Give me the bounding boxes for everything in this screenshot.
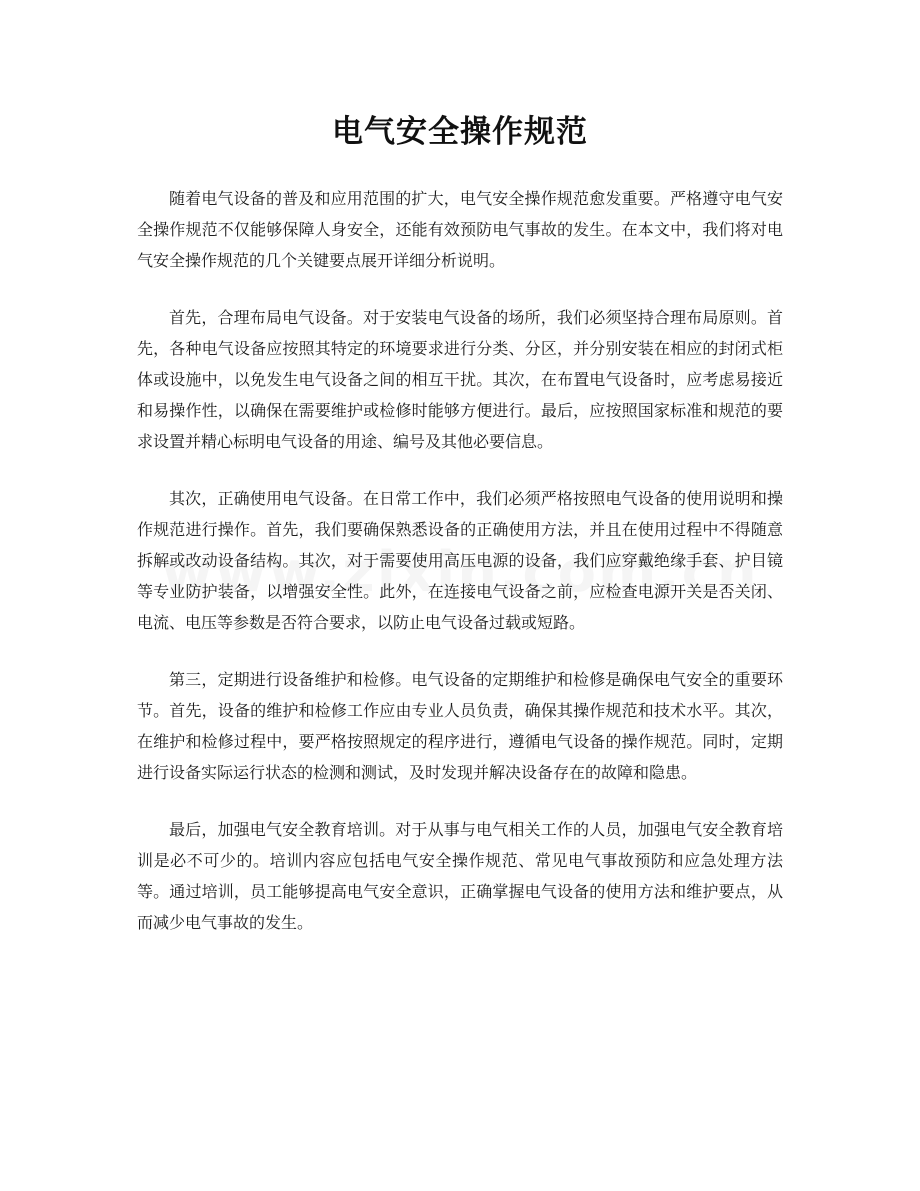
document-body [137, 183, 783, 938]
paragraph-training: 最后，加强电气安全教育培训。对于从事与电气相关工作的人员，加强电气安全教育培训是必不可少的。培训内容应包括电气安全操作规范、常见电气事故预防和应急处理方法等。通过培训，员工能够提高电气安全意识，正确掌握电气设备的使用方法和维护要点，从而减少电气事故的发生。 [137, 820, 783, 932]
document-title: 电气安全操作规范 [332, 114, 588, 150]
paragraph-intro: 随着电气设备的普及和应用范围的扩大，电气安全操作规范愈发重要。严格遵守电气安全操作规范不仅能够保障人身安全，还能有效预防电气事故的发生。在本文中，我们将对电气安全操作规范的几个关键要点展开详细分析说明。 [137, 189, 783, 270]
paragraph-maintenance: 第三，定期进行设备维护和检修。电气设备的定期维护和检修是确保电气安全的重要环节。首先，设备的维护和检修工作应由专业人员负责，确保其操作规范和技术水平。其次，在维护和检修过程中，要严格按照规定的程序进行，遵循电气设备的操作规范。同时，定期进行设备实际运行状态的检测和测试，及时发现并解决设备存在的故障和隐患。 [137, 670, 783, 782]
paragraph-layout: 首先，合理布局电气设备。对于安装电气设备的场所，我们必须坚持合理布局原则。首先，各种电气设备应按照其特定的环境要求进行分类、分区，并分别安装在相应的封闭式柜体或设施中，以免发生电气设备之间的相互干扰。其次，在布置电气设备时，应考虑易接近和易操作性，以确保在需要维护或检修时能够方便进行。最后，应按照国家标准和规范的要求设置并精心标明电气设备的用途、编号及其他必要信息。 [137, 308, 783, 451]
paragraph-usage: 其次，正确使用电气设备。在日常工作中，我们必须严格按照电气设备的使用说明和操作规范进行操作。首先，我们要确保熟悉设备的正确使用方法，并且在使用过程中不得随意拆解或改动设备结构。其次，对于需要使用高压电源的设备，我们应穿戴绝缘手套、护目镜等专业防护装备，以增强安全性。此外，在连接电气设备之前，应检查电源开关是否关闭、电流、电压等参数是否符合要求，以防止电气设备过载或短路。 [137, 489, 783, 632]
